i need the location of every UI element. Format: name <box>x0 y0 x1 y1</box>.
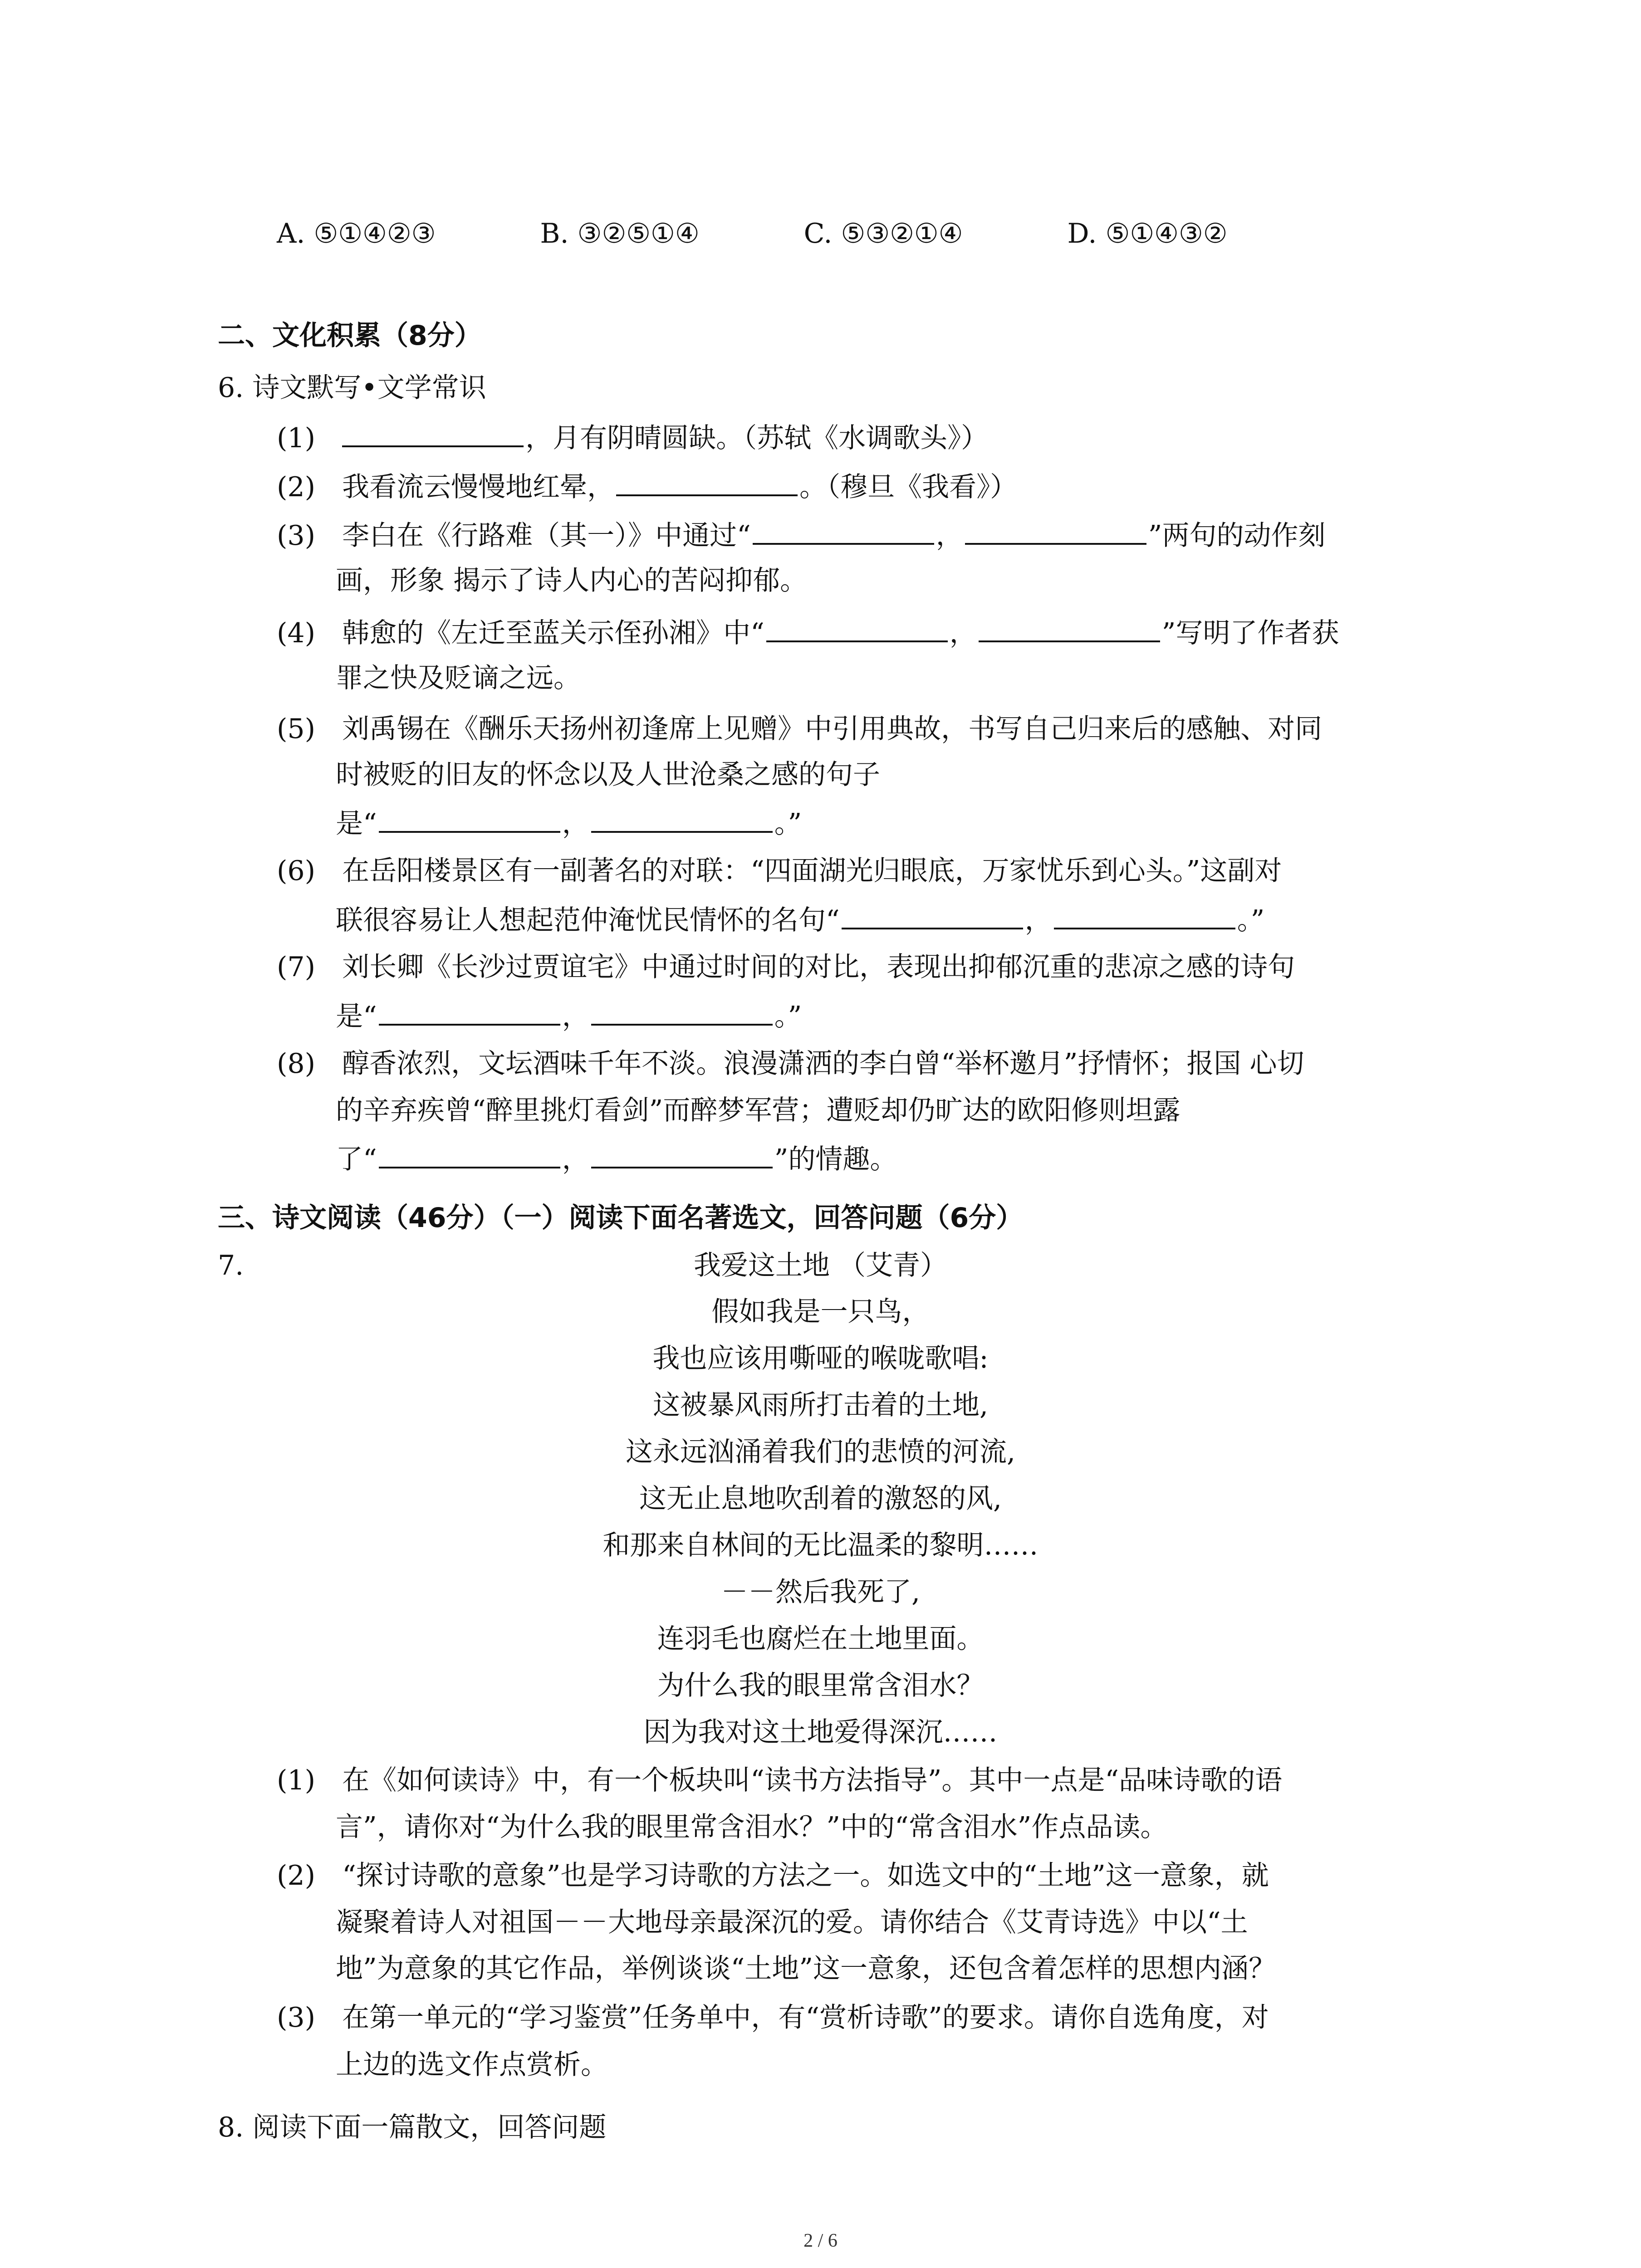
poem-line: 假如我是一只鸟， <box>711 1296 930 1328</box>
q6-item-6-line2: 联很容易让人想起范仲淹忧民情怀的名句“ ， 。” <box>336 900 1264 938</box>
poem-line: 这被暴风雨所打击着的土地, <box>652 1389 989 1421</box>
poem-line: 因为我对这土地爱得深沉…… <box>643 1716 998 1748</box>
q6-item-1: (1) ，月有阴晴圆缺。（苏轼《水调歌头》） <box>277 418 988 456</box>
option-a: A. ⑤①④②③ <box>277 218 436 249</box>
poem-line: －－然后我死了, <box>720 1576 921 1608</box>
q6-item-7: (7) 刘长卿《长沙过贾谊宅》中通过时间的对比，表现出抑郁沉重的悲凉之感的诗句 <box>277 951 1295 983</box>
q7-question-3: (3) 在第一单元的“学习鉴赏”任务单中，有“赏析诗歌”的要求。请你自选角度，对 <box>277 2002 1269 2033</box>
answer-blank[interactable] <box>591 997 773 1026</box>
q6-item-4: (4) 韩愈的《左迁至蓝关示侄孙湘》中“ ， ”写明了作者获 <box>277 613 1339 651</box>
answer-blank[interactable] <box>379 1139 560 1168</box>
page-number: 2 / 6 <box>803 2230 838 2251</box>
option-c: C. ⑤③②①④ <box>803 218 963 249</box>
q5-options <box>277 215 1332 252</box>
answer-blank[interactable] <box>842 900 1023 929</box>
answer-blank[interactable] <box>766 613 948 642</box>
q6-item-8-line2: 的辛弃疾曾“醉里挑灯看剑”而醉梦军营；遭贬却仍旷达的欧阳修则坦露 <box>336 1095 1181 1126</box>
poem-line: 这永远汹涌着我们的悲愤的河流, <box>625 1436 1016 1468</box>
q7-question-2-line3: 地”为意象的其它作品，举例谈谈“土地”这一意象，还包含着怎样的思想内涵？ <box>336 1953 1276 1984</box>
answer-blank[interactable] <box>979 613 1160 642</box>
answer-blank[interactable] <box>965 516 1146 545</box>
q6-item-3-line2: 画，形象 揭示了诗人内心的苦闷抑郁。 <box>336 565 808 596</box>
q6-item-8: (8) 醇香浓烈，文坛酒味千年不淡。浪漫潇洒的李白曾“举杯邀月”抒情怀；报国 心切 <box>277 1048 1304 1080</box>
q6-item-8-line3: 了“ ， ”的情趣。 <box>336 1139 897 1178</box>
answer-blank[interactable] <box>591 1139 773 1168</box>
q6-item-7-line2: 是“ ， 。” <box>336 997 802 1035</box>
q7-question-1: (1) 在《如何读诗》中，有一个板块叫“读书方法指导”。其中一点是“品味诗歌的语 <box>277 1765 1283 1796</box>
section-2-title: 二、文化积累（8分） <box>218 320 482 352</box>
q6-title: 6. 诗文默写•文学常识 <box>218 372 486 404</box>
answer-blank[interactable] <box>1054 900 1235 929</box>
q6-item-2: (2) 我看流云慢慢地红晕， 。（穆旦《我看》） <box>277 467 1017 505</box>
q7-question-2: (2) “探讨诗歌的意象”也是学习诗歌的方法之一。如选文中的“土地”这一意象，就 <box>277 1860 1269 1892</box>
answer-blank[interactable] <box>616 467 798 496</box>
poem-line: 连羽毛也腐烂在土地里面。 <box>657 1623 984 1655</box>
answer-blank[interactable] <box>753 516 934 545</box>
q6-item-5: (5) 刘禹锡在《酬乐天扬州初逢席上见赠》中引用典故，书写自己归来后的感触、对同 <box>277 713 1323 745</box>
poem-line: 这无止息地吹刮着的激怒的风, <box>639 1483 1002 1515</box>
q8-title: 8. 阅读下面一篇散文，回答问题 <box>218 2112 607 2143</box>
q6-item-5-line2: 时被贬的旧友的怀念以及人世沧桑之感的句子 <box>336 759 880 791</box>
answer-blank[interactable] <box>342 418 524 447</box>
poem-title: 我爱这土地 （艾青） <box>693 1250 948 1281</box>
poem-line: 和那来自林间的无比温柔的黎明…… <box>603 1530 1038 1561</box>
q6-item-3: (3) 李白在《行路难（其一）》中通过“ ， ”两句的动作刻 <box>277 516 1325 554</box>
poem-line: 为什么我的眼里常含泪水？ <box>657 1670 984 1701</box>
option-b: B. ③②⑤①④ <box>540 218 700 249</box>
section-3-title: 三、诗文阅读（46分）（一）阅读下面名著选文，回答问题（6分） <box>218 1202 1024 1234</box>
q7-question-3-line2: 上边的选文作点赏析。 <box>336 2049 608 2081</box>
q6-item-5-line3: 是“ ， 。” <box>336 804 802 842</box>
q7-question-2-line2: 凝聚着诗人对祖国－－大地母亲最深沉的爱。请你结合《艾青诗选》中以“土 <box>336 1906 1248 1938</box>
answer-blank[interactable] <box>591 804 773 833</box>
q6-item-6: (6) 在岳阳楼景区有一副著名的对联：“四面湖光归眼底，万家忧乐到心头。”这副对 <box>277 855 1282 887</box>
answer-blank[interactable] <box>379 804 560 833</box>
q6-item-4-line2: 罪之快及贬谪之远。 <box>336 662 581 694</box>
poem-line: 我也应该用嘶哑的喉咙歌唱: <box>652 1343 989 1374</box>
q7-number: 7. <box>218 1250 244 1281</box>
q7-question-1-line2: 言”，请你对“为什么我的眼里常含泪水？”中的“常含泪水”作点品读。 <box>336 1811 1168 1843</box>
answer-blank[interactable] <box>379 997 560 1026</box>
option-d: D. ⑤①④③② <box>1067 218 1228 249</box>
